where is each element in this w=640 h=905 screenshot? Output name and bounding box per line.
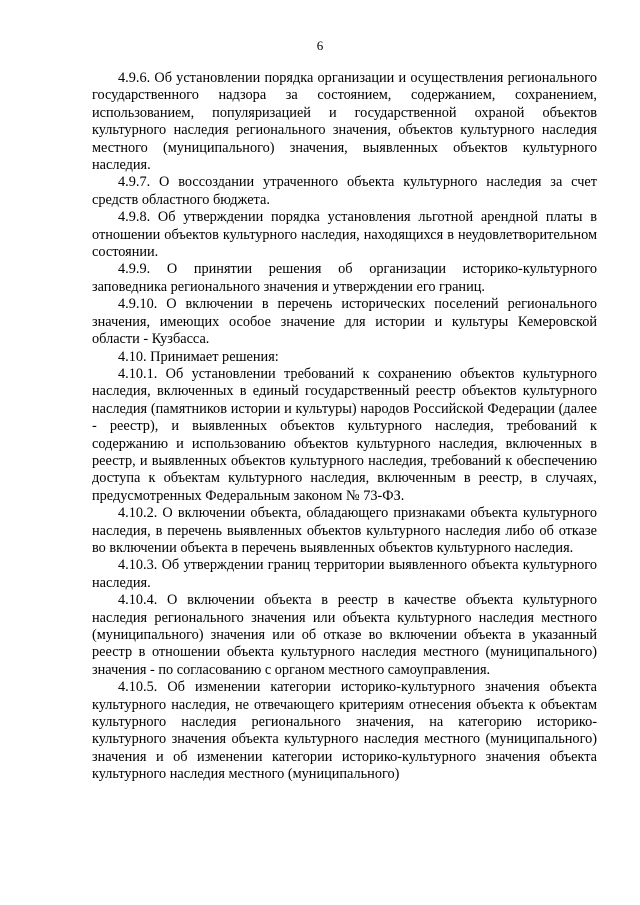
paragraph-4-9-7: 4.9.7. О воссоздании утраченного объекта культурного наследия за счет средств областного бюджета. (92, 174, 597, 208)
paragraph-4-10: 4.10. Принимает решения: (118, 348, 279, 365)
paragraph-4-10-3: 4.10.3. Об утверждении границ территории выявленного объекта культурного наследия. (92, 557, 597, 591)
paragraph-4-9-10: 4.9.10. О включении в перечень исторических поселений регионального значения, имеющих особое значение для истории и культуры Кемеровской области - Кузбасса. (92, 296, 597, 348)
paragraph-4-9-8: 4.9.8. Об утверждении порядка установления льготной арендной платы в отношении объектов культурного наследия, находящихся в неудовлетворительном состоянии. (92, 209, 597, 261)
paragraph-4-10-2: 4.10.2. О включении объекта, обладающего признаками объекта культурного наследия, в перечень выявленных объектов культурного наследия либо об отказе во включении объекта в перечень выявленных объектов культурного наследия. (92, 505, 597, 556)
paragraph-4-10-4: 4.10.4. О включении объекта в реестр в качестве объекта культурного наследия регионального значения или объекта культурного наследия местного (муниципального) значения или об отказе во включении объекта в указанный реестр в отношении объекта культурного наследия местного (муниципального) значения - по согласованию с органом местного самоуправления. (92, 592, 597, 678)
paragraph-4-9-9: 4.9.9. О принятии решения об организации историко-культурного заповедника регионального значения и утверждении его границ. (92, 261, 597, 295)
page-number: 6 (316, 38, 324, 53)
paragraph-4-10-5: 4.10.5. Об изменении категории историко-культурного значения объекта культурного наследия, не отвечающего критериям отнесения объекта к объектам культурного наследия регионального значения, на категорию историко-культурного значения объекта культурного наследия местного (муниципального) значения и об изменении категории историко-культурного значения объекта культурного наследия местного (муниципального) (92, 679, 597, 783)
paragraph-4-10-1: 4.10.1. Об установлении требований к сохранению объектов культурного наследия, включенных в единый государственный реестр объектов культурного наследия (памятников истории и культуры) народов Российской Федерации (далее - реестр), и выявленных объектов культурного наследия, требований к содержанию и использованию объектов культурного наследия, включенных в реестр, и выявленных объектов культурного наследия, требований к обеспечению доступа к объектам культурного наследия, включенным в реестр, в случаях, предусмотренных Федеральным законом № 73-ФЗ. (92, 365, 597, 504)
document-body (92, 70, 597, 784)
paragraph-4-9-6: 4.9.6. Об установлении порядка организации и осуществления регионального государственного надзора за состоянием, содержанием, сохранением, использованием, популяризацией и государственной охраной объектов культурного наследия регионального значения, объектов культурного наследия местного (муниципального) значения, выявленных объектов культурного наследия. (92, 70, 597, 174)
